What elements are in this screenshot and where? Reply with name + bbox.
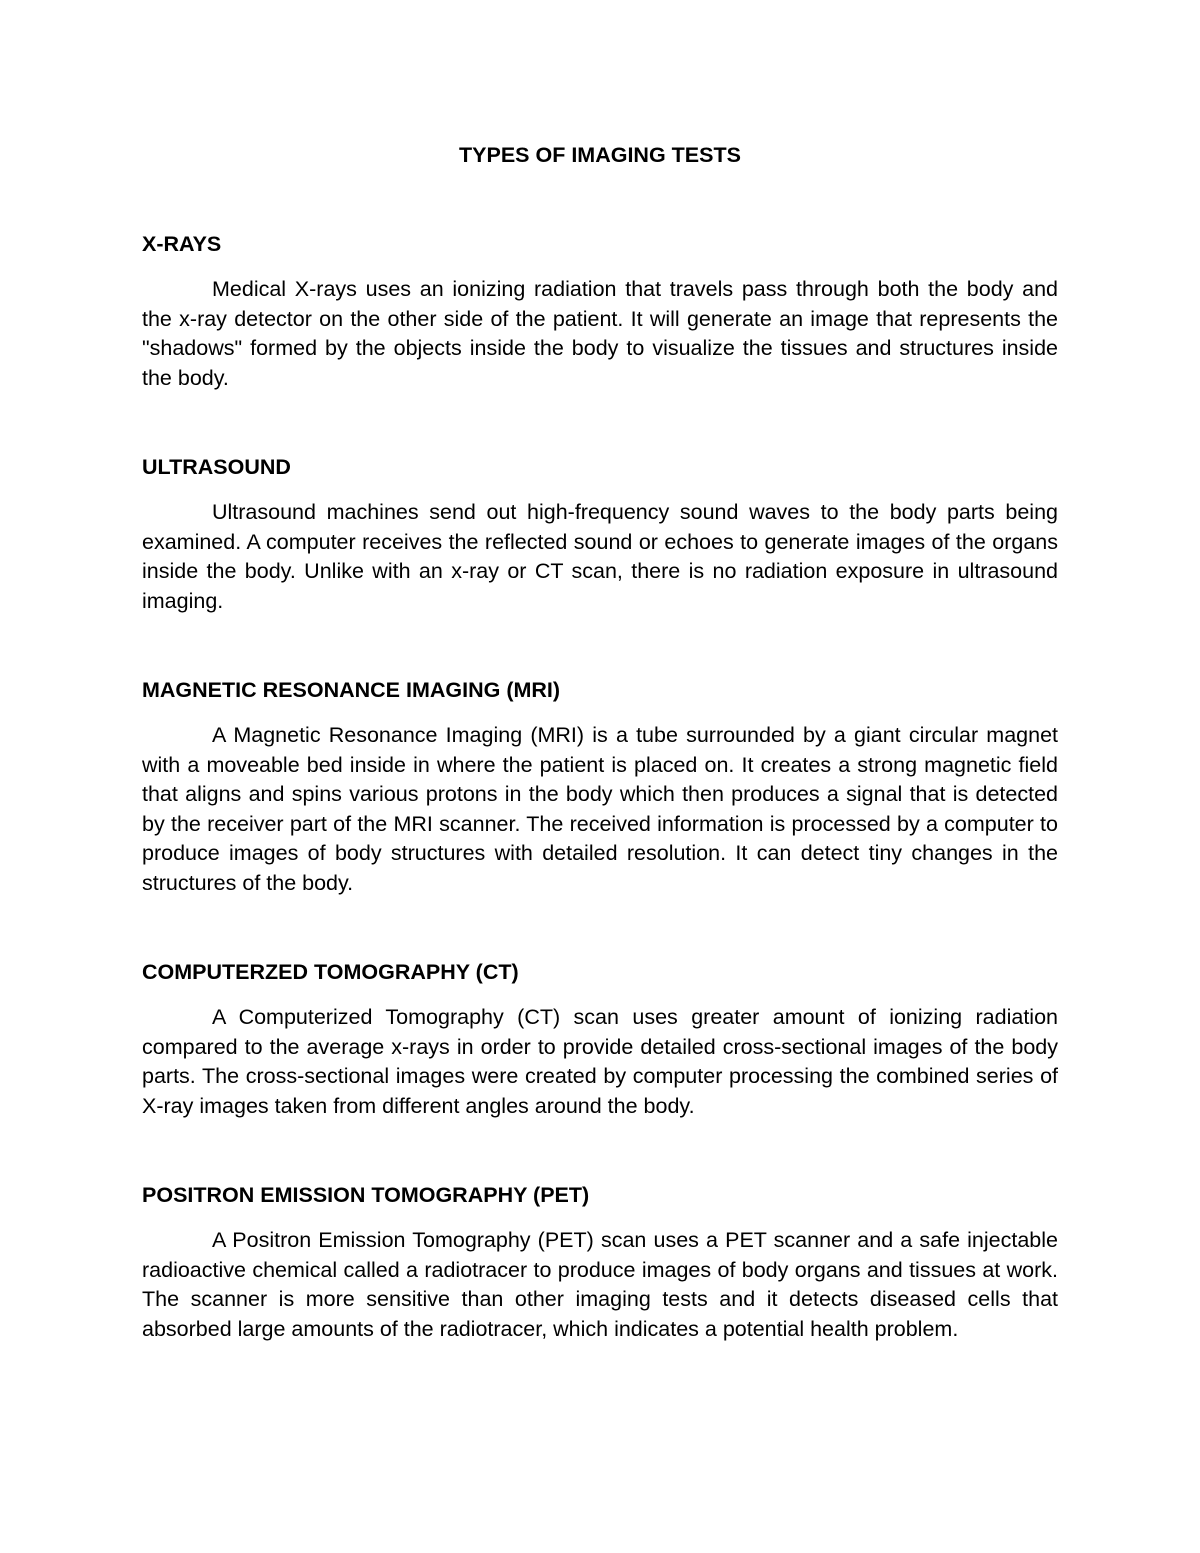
section-ct (142, 958, 1058, 1121)
section-mri (142, 676, 1058, 898)
document-title: TYPES OF IMAGING TESTS (459, 143, 741, 167)
section-body: A Magnetic Resonance Imaging (MRI) is a tube surrounded by a giant circular magnet with a moveable bed inside in where the patient is placed on. It creates a strong magnetic field that aligns and spins various protons in the body which then produces a signal that is detected by the receiver part of the MRI scanner. The received information is processed by a computer to produce images of body structures with detailed resolution. It can detect tiny changes in the structures of the body. (142, 723, 1058, 895)
section-heading: ULTRASOUND (142, 455, 291, 479)
section-body: Ultrasound machines send out high-frequency sound waves to the body parts being examined. A computer receives the reflected sound or echoes to generate images of the organs inside the body. Unlike with an x-ray or CT scan, there is no radiation exposure in ultrasound imaging. (142, 500, 1058, 613)
section-heading: X-RAYS (142, 232, 222, 256)
section-x-rays (142, 230, 1058, 393)
section-pet (142, 1181, 1058, 1344)
section-ultrasound (142, 453, 1058, 616)
section-heading: COMPUTERZED TOMOGRAPHY (CT) (142, 960, 519, 984)
section-heading: POSITRON EMISSION TOMOGRAPHY (PET) (142, 1183, 590, 1207)
section-body: Medical X-rays uses an ionizing radiation that travels pass through both the body and the x-ray detector on the other side of the patient. It will generate an image that represents the "shadows" formed by the objects inside the body to visualize the tissues and structures inside the body. (142, 277, 1058, 390)
section-body: A Computerized Tomography (CT) scan uses greater amount of ionizing radiation compared to the average x-rays in order to provide detailed cross-sectional images of the body parts. The cross-sectional images were created by computer processing the combined series of X-ray images taken from different angles around the body. (142, 1005, 1058, 1118)
section-body: A Positron Emission Tomography (PET) scan uses a PET scanner and a safe injectable radioactive chemical called a radiotracer to produce images of body organs and tissues at work. The scanner is more sensitive than other imaging tests and it detects diseased cells that absorbed large amounts of the radiotracer, which indicates a potential health problem. (142, 1228, 1058, 1341)
section-heading: MAGNETIC RESONANCE IMAGING (MRI) (142, 678, 561, 702)
